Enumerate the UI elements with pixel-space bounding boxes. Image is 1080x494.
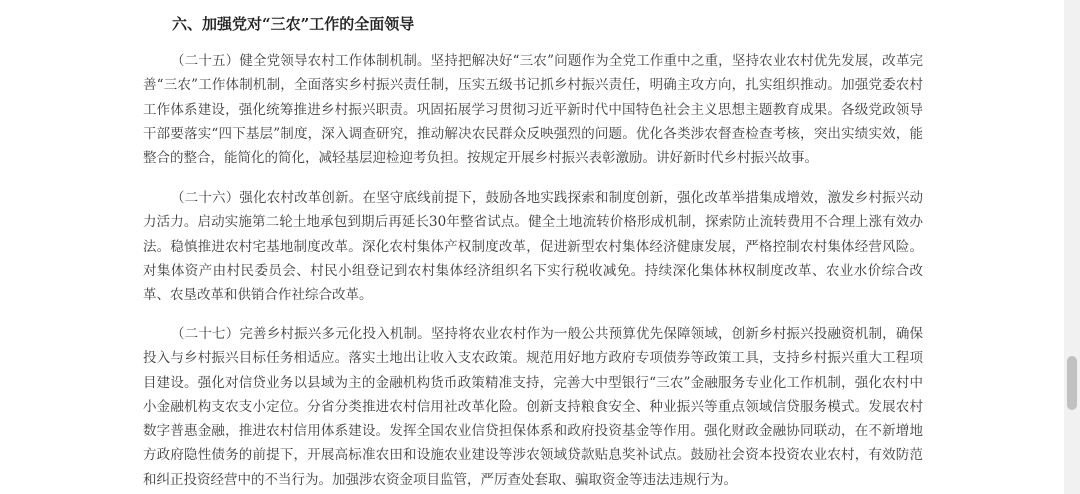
- paragraph-25: （二十五）健全党领导农村工作体制机制。坚持把解决好“三农”问题作为全党工作重中之重，坚持农业农村优先发展，改革完善“三农”工作体制机制，全面落实乡村振兴责任制，压实五级书记抓乡村振兴责任，明确主攻方向，扎实组织推动。加强党委农村工作体系建设，强化统筹推进乡村振兴职责。巩固拓展学习贯彻习近平新时代中国特色社会主义思想主题教育成果。各级党政领导干部要落实“四下基层”制度，深入调查研究，推动解决农民群众反映强烈的问题。优化各类涉农督查检查考核，突出实绩实效，能整合的整合，能简化的简化，减轻基层迎检迎考负担。按规定开展乡村振兴表彰激励。讲好新时代乡村振兴故事。: [143, 53, 923, 167]
- paragraph-27: （二十七）完善乡村振兴多元化投入机制。坚持将农业农村作为一般公共预算优先保障领域，创新乡村振兴投融资机制，确保投入与乡村振兴目标任务相适应。落实土地出让收入支农政策。规范用好地方政府专项债券等政策工具，支持乡村振兴重大工程项目建设。强化对信贷业务以县域为主的金融机构货币政策精准支持，完善大中型银行“三农”金融服务专业化工作机制，强化农村中小金融机构支农支小定位。分省分类推进农村信用社改革化险。创新支持粮食安全、种业振兴等重点领域信贷服务模式。发展农村数字普惠金融，推进农村信用体系建设。发挥全国农业信贷担保体系和政府投资基金等作用。强化财政金融协同联动，在不新增地方政府隐性债务的前提下，开展高标准农田和设施农业建设等涉农领域贷款贴息奖补试点。鼓励社会资本投资农业农村，有效防范和纠正投资经营中的不当行为。加强涉农资金项目监管，严厉查处套取、骗取资金等违法违规行为。: [143, 326, 923, 488]
- vertical-scrollbar[interactable]: [1064, 0, 1080, 494]
- paragraph-26: （二十六）强化农村改革创新。在坚守底线前提下，鼓励各地实践探索和制度创新，强化改革举措集成增效，激发乡村振兴动力活力。启动实施第二轮土地承包到期后再延长30年整省试点。健全土地流转价格形成机制，探索防止流转费用不合理上涨有效办法。稳慎推进农村宅基地制度改革。深化农村集体产权制度改革，促进新型农村集体经济健康发展，严格控制农村集体经营风险。对集体资产由村民委员会、村民小组登记到农村集体经济组织名下实行税收减免。持续深化集体林权制度改革、农业水价综合改革、农垦改革和供销合作社综合改革。: [143, 190, 923, 304]
- section-heading: 六、加强党对“三农”工作的全面领导: [172, 15, 415, 33]
- scrollbar-thumb[interactable]: [1067, 356, 1077, 410]
